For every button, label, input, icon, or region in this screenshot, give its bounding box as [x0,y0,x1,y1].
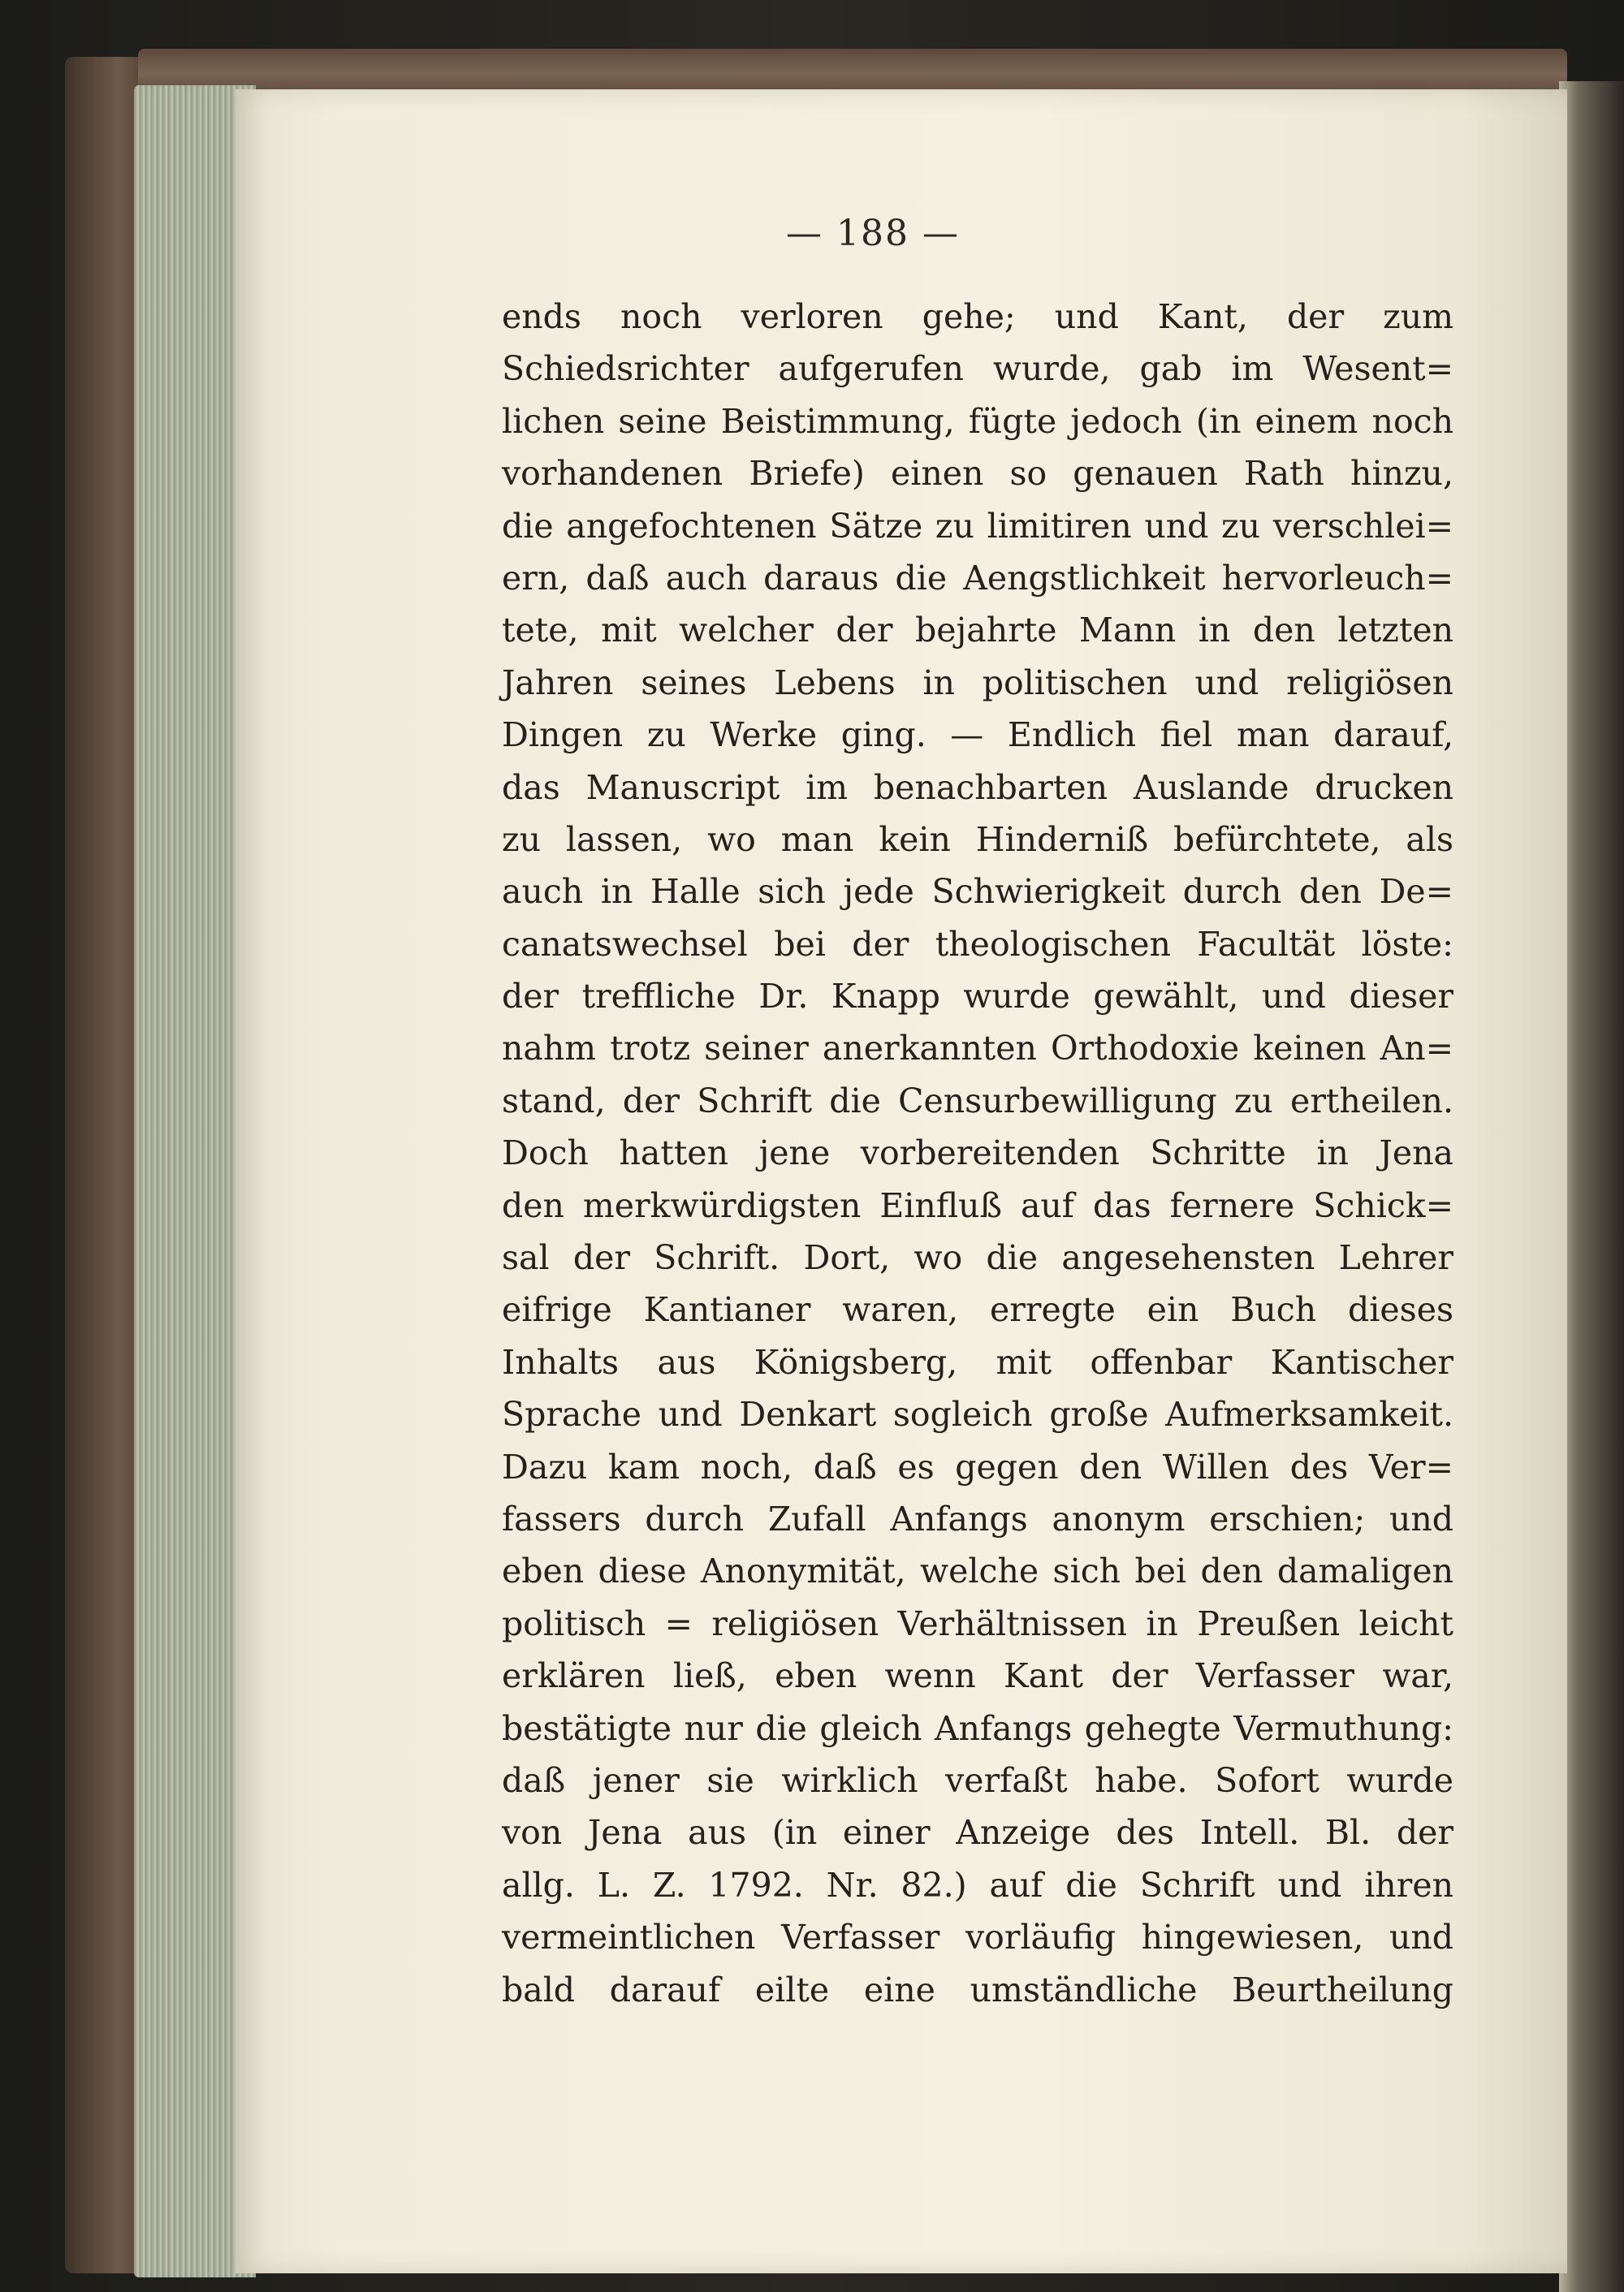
text-line: nahm trotz seiner anerkannten Orthodoxie keinen An= [502,1029,1453,1068]
text-line: eifrige Kantianer waren, erregte ein Buch dieses [502,1290,1453,1330]
gutter-facing-page [1559,81,1624,2292]
text-line: allg. L. Z. 1792. Nr. 82.) auf die Schrift und ihren [502,1865,1453,1905]
text-line: Schiedsrichter aufgerufen wurde, gab im Wesent= [502,349,1453,389]
text-line: ern, daß auch daraus die Aengstlichkeit hervorleuch= [502,558,1453,598]
text-line: auch in Halle sich jede Schwierigkeit durch den De= [502,872,1453,912]
text-line: der treffliche Dr. Knapp wurde gewählt, und dieser [502,977,1453,1017]
text-line: Doch hatten jene vorbereitenden Schritte in Jena [502,1133,1453,1173]
text-line: erklären ließ, eben wenn Kant der Verfasser war, [502,1656,1453,1696]
text-line: das Manuscript im benachbarten Auslande drucken [502,767,1453,807]
text-line: eben diese Anonymität, welche sich bei den damaligen [502,1552,1453,1591]
text-line: von Jena aus (in einer Anzeige des Intell. Bl. der [502,1813,1453,1853]
text-line: canatswechsel bei der theologischen Facultät löste: [502,924,1453,964]
text-line: Inhalts aus Königsberg, mit offenbar Kantischer [502,1342,1453,1382]
text-line: Sprache und Denkart sogleich große Aufmerksamkeit. [502,1395,1453,1435]
text-line: zu lassen, wo man kein Hinderniß befürchtete, als [502,819,1453,859]
text-line: den merkwürdigsten Einfluß auf das fernere Schick= [502,1185,1453,1225]
text-line: vermeintlichen Verfasser vorläufig hingewiesen, und [502,1918,1453,1957]
page-number: — 188 — [786,213,960,254]
text-line: vorhandenen Briefe) einen so genauen Rath hinzu, [502,454,1453,494]
text-line: bestätigte nur die gleich Anfangs gehegte Vermuthung: [502,1708,1453,1748]
body-text [502,291,1453,2016]
text-line: politisch = religiösen Verhältnissen in Preußen leicht [502,1604,1453,1643]
text-line: die angefochtenen Sätze zu limitiren und zu verschlei= [502,506,1453,546]
text-line: ends noch verloren gehe; und Kant, der zum [502,297,1453,336]
text-line: daß jener sie wirklich verfaßt habe. Sofort wurde [502,1760,1453,1800]
text-line: stand, der Schrift die Censurbewilligung zu ertheilen. [502,1081,1453,1120]
text-line: Dingen zu Werke ging. — Endlich fiel man darauf, [502,715,1453,755]
text-line: Dazu kam noch, daß es gegen den Willen des Ver= [502,1447,1453,1487]
text-line: tete, mit welcher der bejahrte Mann in den letzten [502,611,1453,650]
text-line: lichen seine Beistimmung, fügte jedoch (in einem noch [502,401,1453,441]
text-line: fassers durch Zufall Anfangs anonym erschien; und [502,1499,1453,1539]
text-line: bald darauf eilte eine umständliche Beurtheilung [502,1970,1453,2009]
text-line: Jahren seines Lebens in politischen und religiösen [502,663,1453,702]
text-line: sal der Schrift. Dort, wo die angesehensten Lehrer [502,1238,1453,1278]
